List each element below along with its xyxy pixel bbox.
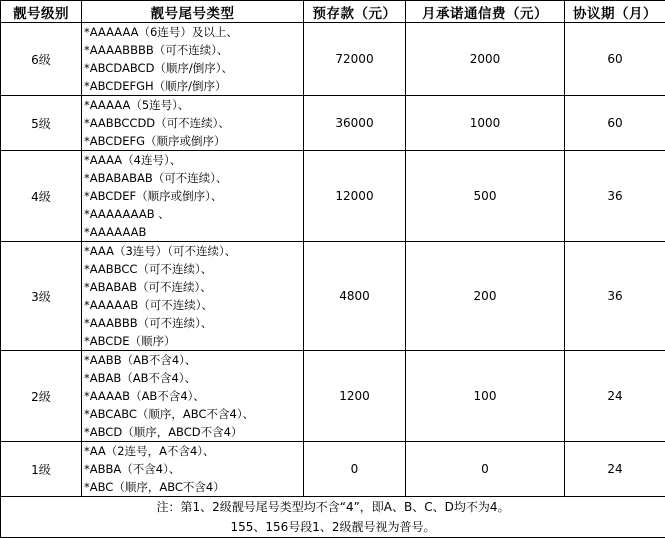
- type-line: *ABCDABCD（顺序/倒序）、: [84, 59, 303, 77]
- level-cell: 4级: [1, 151, 82, 242]
- contract-cell: 24: [565, 351, 665, 442]
- type-line: *ABCABC（顺序，ABC不含4）、: [84, 405, 303, 423]
- header-level: 靓号级别: [1, 1, 82, 23]
- header-types: 靓号尾号类型: [82, 1, 304, 23]
- type-line: *AAAAAA（6连号）及以上、: [84, 23, 303, 41]
- type-line: *ABCDEF（顺序或倒序）、: [84, 187, 303, 205]
- type-line: *ABAB（AB不含4）、: [84, 369, 303, 387]
- types-cell: [82, 442, 304, 497]
- table-row: [1, 151, 665, 242]
- table-row: [1, 351, 665, 442]
- type-line: *AAA（3连号）（可不连续）、: [84, 242, 303, 260]
- type-line: *AAAAB（AB不含4）、: [84, 387, 303, 405]
- type-line: *AABBCC（可不连续）、: [84, 260, 303, 278]
- type-line: *AAAAAAAB 、: [84, 205, 303, 223]
- type-line: *AAAA（4连号）、: [84, 151, 303, 169]
- contract-cell: 36: [565, 151, 665, 242]
- note-line-1: 注：第1、2级靓号尾号类型均不含“4”，即A、B、C、D均不为4。: [1, 497, 665, 517]
- type-line: *AABBCCDD（可不连续）、: [84, 114, 303, 132]
- contract-cell: 60: [565, 23, 665, 96]
- note-row: [1, 497, 665, 538]
- monthly-fee-cell: 500: [406, 151, 565, 242]
- type-line: *AABB（AB不含4）、: [84, 351, 303, 369]
- deposit-cell: 4800: [304, 242, 406, 351]
- contract-cell: 24: [565, 442, 665, 497]
- types-cell: [82, 351, 304, 442]
- deposit-cell: 72000: [304, 23, 406, 96]
- note-line-2: 155、156号段1、2级靓号视为普号。: [1, 517, 665, 537]
- types-cell: [82, 151, 304, 242]
- contract-cell: 60: [565, 96, 665, 151]
- type-line: *AA（2连号，A不含4）、: [84, 442, 303, 460]
- deposit-cell: 36000: [304, 96, 406, 151]
- type-line: *ABC（顺序，ABC不含4）: [84, 478, 303, 496]
- type-line: *AAAABBBB（可不连续）、: [84, 41, 303, 59]
- table-row: [1, 96, 665, 151]
- type-line: *AAAAAB（可不连续）、: [84, 296, 303, 314]
- type-line: *ABBA（不含4）、: [84, 460, 303, 478]
- table-row: [1, 242, 665, 351]
- monthly-fee-cell: 0: [406, 442, 565, 497]
- type-line: *AAAAAAB: [84, 223, 303, 241]
- note-cell: [1, 497, 665, 538]
- header-monthly-fee: 月承诺通信费（元）: [406, 1, 565, 23]
- type-line: *ABCDE（顺序）: [84, 332, 303, 350]
- monthly-fee-cell: 200: [406, 242, 565, 351]
- monthly-fee-cell: 100: [406, 351, 565, 442]
- table-row: [1, 442, 665, 497]
- types-cell: [82, 96, 304, 151]
- type-line: *AAAAA（5连号）、: [84, 96, 303, 114]
- type-line: *ABABAB（可不连续）、: [84, 278, 303, 296]
- type-line: *ABCD（顺序，ABCD不含4）: [84, 423, 303, 441]
- type-line: *ABCDEFGH（顺序/倒序）: [84, 77, 303, 95]
- deposit-cell: 12000: [304, 151, 406, 242]
- deposit-cell: 1200: [304, 351, 406, 442]
- level-cell: 3级: [1, 242, 82, 351]
- monthly-fee-cell: 2000: [406, 23, 565, 96]
- types-cell: [82, 23, 304, 96]
- level-cell: 5级: [1, 96, 82, 151]
- header-row: [1, 1, 665, 23]
- level-cell: 6级: [1, 23, 82, 96]
- type-line: *AAABBB（可不连续）、: [84, 314, 303, 332]
- types-cell: [82, 242, 304, 351]
- header-deposit: 预存款（元）: [304, 1, 406, 23]
- level-cell: 1级: [1, 442, 82, 497]
- contract-cell: 36: [565, 242, 665, 351]
- type-line: *ABCDEFG（顺序或倒序）: [84, 132, 303, 150]
- table-row: [1, 23, 665, 96]
- level-cell: 2级: [1, 351, 82, 442]
- type-line: *ABABABAB（可不连续）、: [84, 169, 303, 187]
- header-contract: 协议期（月）: [565, 1, 665, 23]
- deposit-cell: 0: [304, 442, 406, 497]
- monthly-fee-cell: 1000: [406, 96, 565, 151]
